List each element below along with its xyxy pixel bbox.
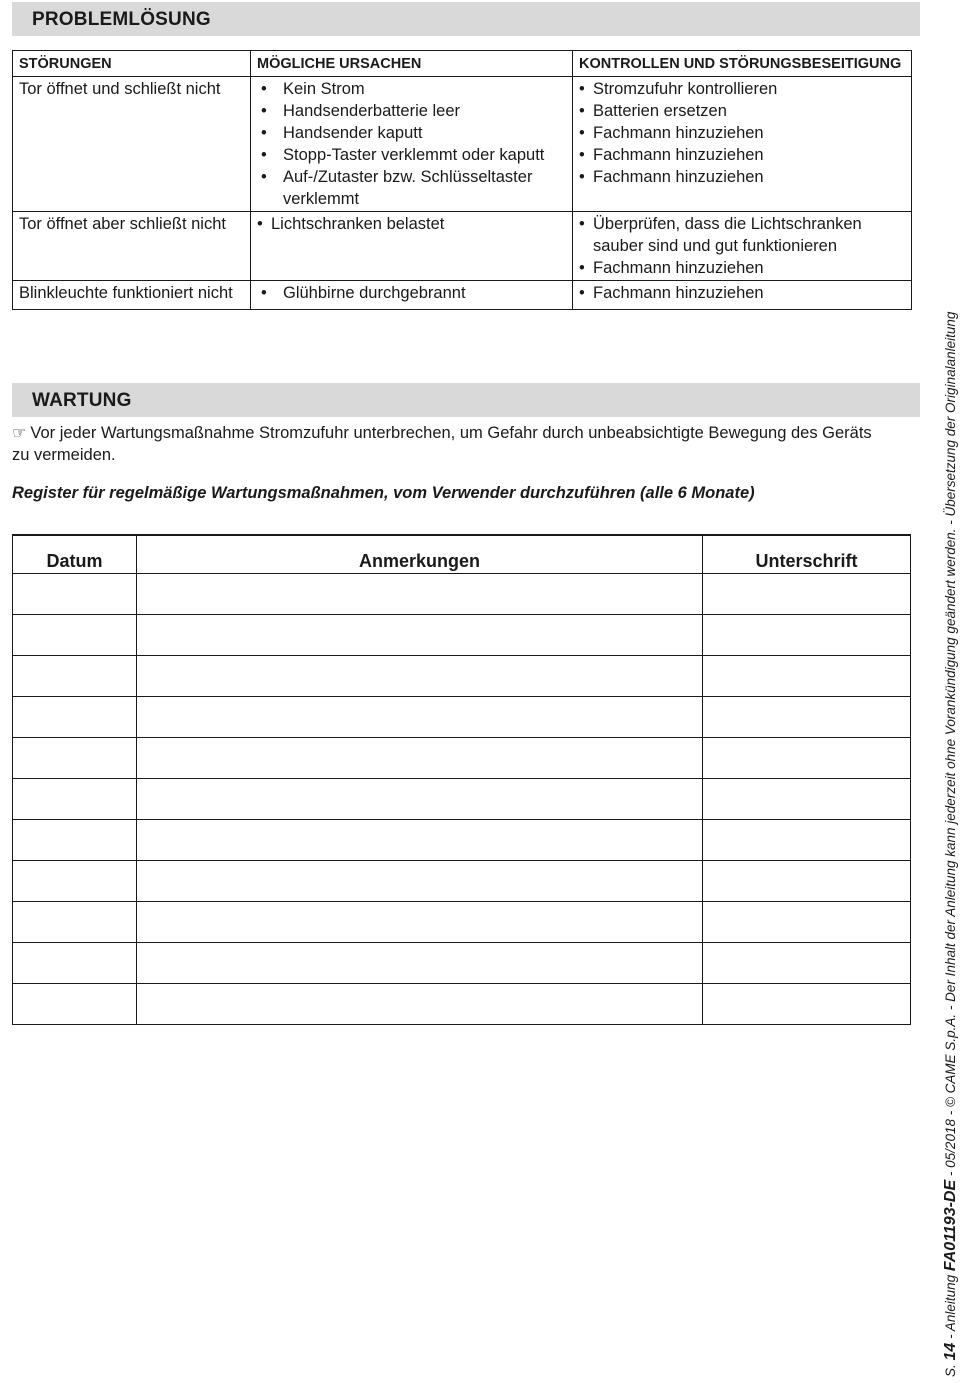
footer-prefix: S.: [943, 1360, 958, 1377]
notes-cell[interactable]: [137, 738, 703, 779]
date-cell[interactable]: [13, 697, 137, 738]
list-item: • Batterien ersetzen: [579, 100, 905, 122]
list-item: • Fachmann hinzuziehen: [579, 166, 905, 188]
table-row: [13, 779, 911, 820]
signature-cell[interactable]: [703, 820, 911, 861]
document-code: FA01193-DE: [942, 1179, 959, 1272]
register-header-row: [13, 535, 911, 574]
troubleshooting-header-row: [13, 51, 912, 77]
signature-cell[interactable]: [703, 615, 911, 656]
causes-cell: [251, 77, 573, 212]
column-header-date: Datum: [13, 535, 137, 574]
table-row: [13, 943, 911, 984]
column-header-fixes: KONTROLLEN UND STÖRUNGSBESEITIGUNG: [573, 51, 912, 77]
maintenance-header-bar: [12, 383, 920, 417]
causes-list: [257, 282, 566, 304]
register-body: [13, 574, 911, 1025]
notes-cell[interactable]: [137, 779, 703, 820]
notes-cell[interactable]: [137, 656, 703, 697]
list-item: • Handsenderbatterie leer: [257, 100, 566, 122]
notes-cell[interactable]: [137, 820, 703, 861]
date-cell[interactable]: [13, 779, 137, 820]
troubleshooting-heading: PROBLEMLÖSUNG: [32, 9, 211, 30]
date-cell[interactable]: [13, 861, 137, 902]
column-header-signature: Unterschrift: [703, 535, 911, 574]
list-item: • Handsender kaputt: [257, 122, 566, 144]
signature-cell[interactable]: [703, 902, 911, 943]
troubleshooting-header-bar: [12, 2, 920, 36]
column-header-causes: MÖGLICHE URSACHEN: [251, 51, 573, 77]
causes-cell: [251, 281, 573, 310]
table-row: [13, 984, 911, 1025]
pointing-hand-icon: ☞: [12, 423, 27, 442]
table-row: [13, 738, 911, 779]
list-item: • Glühbirne durchgebrannt: [257, 282, 566, 304]
notes-cell[interactable]: [137, 943, 703, 984]
table-row: [13, 697, 911, 738]
date-cell[interactable]: [13, 902, 137, 943]
table-row: [13, 820, 911, 861]
maintenance-heading: WARTUNG: [32, 390, 132, 411]
signature-cell[interactable]: [703, 574, 911, 615]
notice-text: Vor jeder Wartungsmaßnahme Stromzufuhr unterbrechen, um Gefahr durch unbeabsichtigte Bewegung des Geräts zu vermeiden.: [12, 424, 872, 464]
list-item: • Auf-/Zutaster bzw. Schlüsseltaster verklemmt: [257, 166, 566, 210]
register-title: Register für regelmäßige Wartungsmaßnahmen, vom Verwender durchzuführen (alle 6 Monate): [12, 484, 755, 502]
signature-cell[interactable]: [703, 779, 911, 820]
notes-cell[interactable]: [137, 615, 703, 656]
date-cell[interactable]: [13, 984, 137, 1025]
signature-cell[interactable]: [703, 861, 911, 902]
column-header-faults: STÖRUNGEN: [13, 51, 251, 77]
troubleshooting-table: [12, 50, 912, 310]
table-row: [13, 574, 911, 615]
signature-cell[interactable]: [703, 656, 911, 697]
table-row: [13, 281, 912, 310]
maintenance-register-table: [12, 534, 911, 1025]
date-cell[interactable]: [13, 574, 137, 615]
date-cell[interactable]: [13, 943, 137, 984]
table-row: [13, 77, 912, 212]
notes-cell[interactable]: [137, 984, 703, 1025]
list-item: • Fachmann hinzuziehen: [579, 144, 905, 166]
date-cell[interactable]: [13, 738, 137, 779]
fault-cell: Tor öffnet und schließt nicht: [13, 77, 251, 212]
footer-manual: - Anleitung: [943, 1271, 958, 1343]
list-item: • Kein Strom: [257, 78, 566, 100]
signature-cell[interactable]: [703, 984, 911, 1025]
fixes-list: [579, 282, 905, 304]
signature-cell[interactable]: [703, 943, 911, 984]
footer-text: [942, 312, 960, 1377]
fault-cell: Blinkleuchte funktioniert nicht: [13, 281, 251, 310]
list-item: • Überprüfen, dass die Lichtschranken sauber sind und gut funktionieren: [579, 213, 905, 257]
fault-cell: Tor öffnet aber schließt nicht: [13, 212, 251, 281]
maintenance-notice: [12, 422, 892, 466]
fixes-list: [579, 78, 905, 188]
notes-cell[interactable]: [137, 861, 703, 902]
table-row: [13, 212, 912, 281]
table-row: [13, 615, 911, 656]
column-header-notes: Anmerkungen: [137, 535, 703, 574]
notes-cell[interactable]: [137, 574, 703, 615]
date-cell[interactable]: [13, 656, 137, 697]
list-item: • Fachmann hinzuziehen: [579, 122, 905, 144]
table-row: [13, 902, 911, 943]
fixes-list: [579, 213, 905, 279]
notes-cell[interactable]: [137, 697, 703, 738]
table-row: [13, 656, 911, 697]
list-item: • Stopp-Taster verklemmt oder kaputt: [257, 144, 566, 166]
notes-cell[interactable]: [137, 902, 703, 943]
causes-list: [257, 213, 566, 235]
signature-cell[interactable]: [703, 738, 911, 779]
list-item: • Lichtschranken belastet: [257, 213, 566, 235]
list-item: • Stromzufuhr kontrollieren: [579, 78, 905, 100]
date-cell[interactable]: [13, 615, 137, 656]
causes-list: [257, 78, 566, 210]
list-item: • Fachmann hinzuziehen: [579, 282, 905, 304]
page-number: 14: [942, 1342, 959, 1361]
causes-cell: [251, 212, 573, 281]
date-cell[interactable]: [13, 820, 137, 861]
signature-cell[interactable]: [703, 697, 911, 738]
list-item: • Fachmann hinzuziehen: [579, 257, 905, 279]
fixes-cell: [573, 281, 912, 310]
fixes-cell: [573, 212, 912, 281]
table-row: [13, 861, 911, 902]
footer-copyright: - 05/2018 - © CAME S.p.A. - Der Inhalt der Anleitung kann jederzeit ohne Vorankündigung geändert werden. - Übersetzung der Originalanleitung: [943, 311, 958, 1180]
fixes-cell: [573, 77, 912, 212]
